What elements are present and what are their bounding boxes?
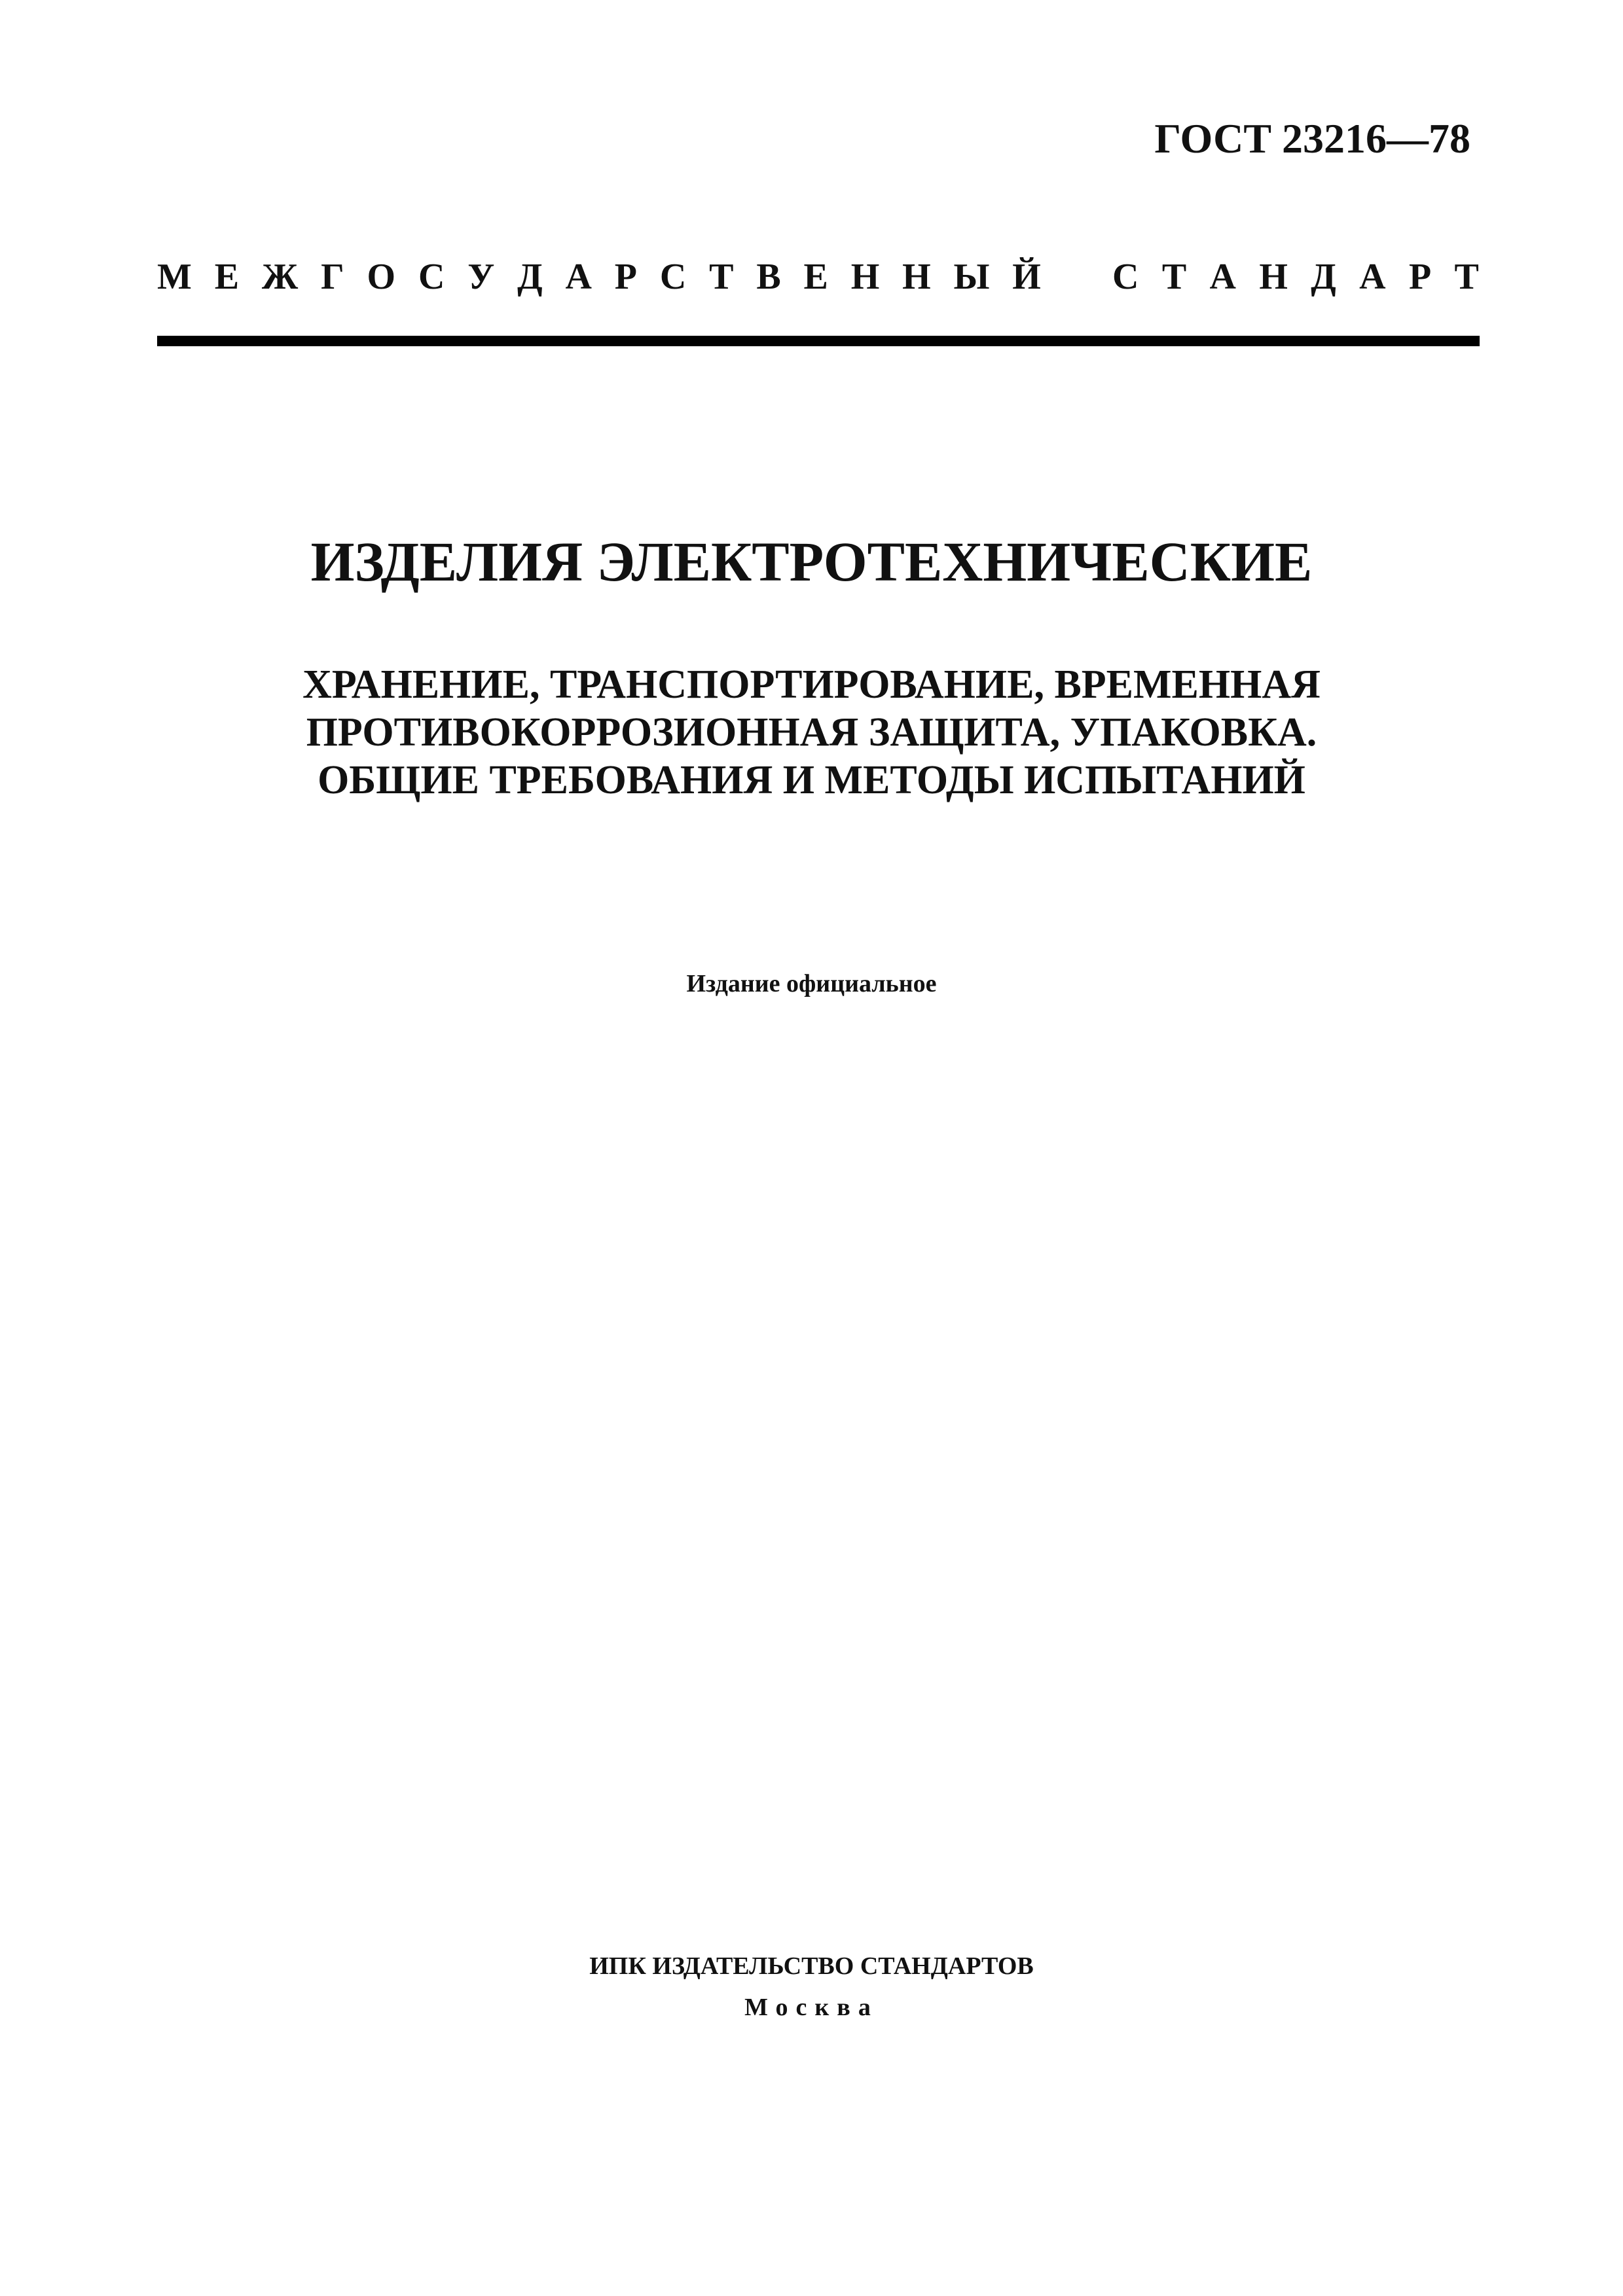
category-letter: Е (214, 257, 240, 297)
document-number: ГОСТ 23216—78 (1154, 115, 1470, 162)
document-subtitle (0, 661, 1623, 804)
publisher-name: ИПК ИЗДАТЕЛЬСТВО СТАНДАРТОВ (589, 1952, 1034, 1980)
category-letter: С (659, 257, 687, 297)
category-letter: Ы (953, 257, 990, 297)
category-letter: В (756, 257, 781, 297)
category-letter: М (157, 257, 192, 297)
category-letter: Ж (261, 257, 299, 297)
subtitle-line: ХРАНЕНИЕ, ТРАНСПОРТИРОВАНИЕ, ВРЕМЕННАЯ (302, 662, 1321, 707)
category-letter: С (1112, 257, 1139, 297)
header-rule (157, 336, 1480, 346)
category-letter: С (418, 257, 445, 297)
subtitle-line: ОБЩИЕ ТРЕБОВАНИЯ И МЕТОДЫ ИСПЫТАНИЙ (318, 758, 1305, 802)
category-letter: А (1209, 257, 1236, 297)
category-letter: Г (321, 257, 344, 297)
category-word-standard (1112, 259, 1479, 295)
category-letter: Й (1012, 257, 1041, 297)
subtitle-line: ПРОТИВОКОРРОЗИОННАЯ ЗАЩИТА, УПАКОВКА. (306, 710, 1317, 755)
publisher-city: Москва (744, 1994, 879, 2021)
standard-category (157, 259, 1479, 295)
category-letter: Н (1259, 257, 1288, 297)
category-letter: Р (1408, 257, 1432, 297)
category-letter: Р (614, 257, 638, 297)
category-word-interstate (157, 259, 1041, 295)
category-letter: Т (709, 257, 734, 297)
category-letter: У (467, 257, 495, 297)
edition-note: Издание официальное (686, 970, 937, 997)
category-letter: А (565, 257, 592, 297)
category-letter: Н (850, 257, 880, 297)
document-title: ИЗДЕЛИЯ ЭЛЕКТРОТЕХНИЧЕСКИЕ (310, 530, 1313, 593)
category-letter: А (1359, 257, 1386, 297)
category-letter: Е (803, 257, 828, 297)
category-letter: Д (517, 257, 543, 297)
category-letter: Д (1311, 257, 1336, 297)
category-letter: Н (902, 257, 931, 297)
category-letter: Т (1161, 257, 1187, 297)
category-letter: Т (1454, 257, 1479, 297)
category-letter: О (367, 257, 396, 297)
